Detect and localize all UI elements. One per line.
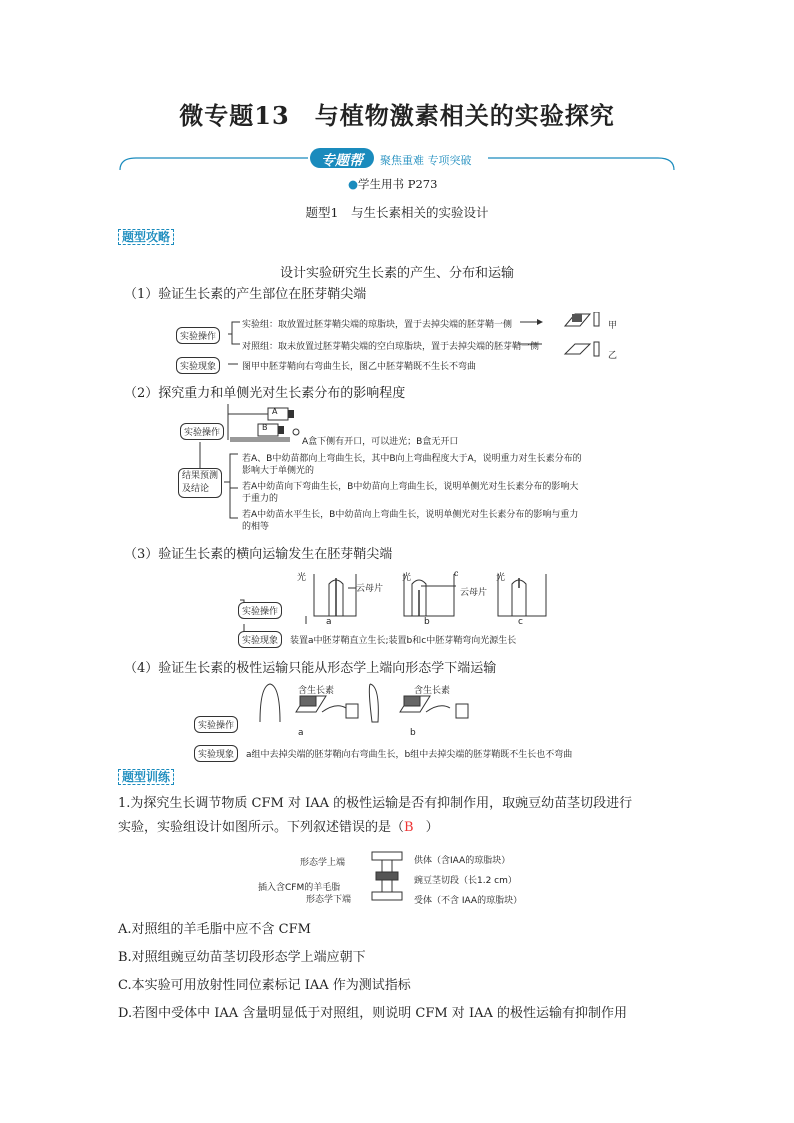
part3-light-1: 光 — [297, 573, 307, 583]
section-title: 设计实验研究生长素的产生、分布和运输 — [279, 266, 514, 281]
part1-heading: （1）验证生长素的产生部位在胚芽鞘尖端 — [124, 287, 367, 302]
part4-label-a: a — [298, 728, 304, 738]
fig-seg-label: 豌豆茎切段（长1.2 cm） — [414, 876, 517, 886]
banner-badge: 专题帮 — [321, 153, 363, 169]
part3-op-label: 实验操作 — [238, 602, 282, 619]
svg-text:c: c — [454, 569, 459, 578]
part4-auxin-2: 含生长素 — [414, 686, 451, 696]
student-book-ref: ●学生用书 P273 — [348, 177, 438, 191]
part1-yi: 乙 — [608, 351, 618, 361]
part3-mica-1: 云母片 — [356, 584, 384, 594]
part2-heading: （2）探究重力和单侧光对生长素分布的影响程度 — [124, 386, 406, 401]
option-a: A.对照组的羊毛脂中应不含 CFM — [118, 922, 311, 937]
option-d: D.若图中受体中 IAA 含量明显低于对照组，则说明 CFM 对 IAA 的极性运输有抑制作用 — [118, 1006, 627, 1021]
part3-obs-label: 实验现象 — [238, 631, 282, 648]
page-title: 微专题13 与植物激素相关的实验探究 — [179, 101, 615, 130]
fig-cfm-label: 插入含CFM的羊毛脂 — [258, 883, 341, 893]
part2-r2: 若A中幼苗向下弯曲生长，B中幼苗向上弯曲生长，说明单侧光对生长素分布的影响大 于重力的 — [242, 482, 579, 504]
type1-title: 题型1 与生长素相关的实验设计 — [305, 205, 489, 220]
part1-obs: 图甲中胚芽鞘向右弯曲生长，图乙中胚芽鞘既不生长不弯曲 — [242, 362, 477, 372]
part2-note: A盒下侧有开口，可以进光；B盒无开口 — [302, 437, 459, 447]
part2-r1: 若A、B中幼苗都向上弯曲生长，其中B向上弯曲程度大于A，说明重力对生长素分布的 影响大于单侧光的 — [242, 454, 582, 476]
part4-heading: （4）验证生长素的极性运输只能从形态学上端向形态学下端运输 — [124, 661, 497, 676]
fig-bottom-label: 形态学下端 — [306, 895, 352, 905]
question-answer: B — [404, 820, 414, 835]
part3-light-2: 光 — [402, 573, 412, 583]
part4-op-label: 实验操作 — [194, 716, 238, 733]
part3-label-a: a — [326, 617, 332, 627]
part3-label-b: b — [424, 617, 430, 627]
part3-label-c: c — [518, 617, 523, 627]
part1-jia: 甲 — [608, 321, 618, 331]
part3-heading: （3）验证生长素的横向运输发生在胚芽鞘尖端 — [124, 547, 393, 562]
tag-strategy: 题型攻略 — [118, 228, 174, 245]
part2-box-a: A — [272, 407, 278, 416]
question-figure — [364, 850, 414, 912]
part4-obs-label: 实验现象 — [194, 745, 238, 762]
bullet-icon: ● — [348, 177, 359, 191]
part4-auxin-1: 含生长素 — [298, 686, 335, 696]
part1-exp: 实验组：取放置过胚芽鞘尖端的琼脂块，置于去掉尖端的胚芽鞘一侧 — [242, 320, 513, 330]
part1-ctrl: 对照组：取未放置过胚芽鞘尖端的空白琼脂块，置于去掉尖端的胚芽鞘一侧 — [242, 342, 540, 352]
part4-label-b: b — [410, 728, 416, 738]
part2-op-label: 实验操作 — [180, 423, 224, 440]
fig-top-label: 形态学上端 — [300, 858, 346, 868]
fig-donor-label: 供体（含IAA的琼脂块） — [414, 856, 511, 866]
fig-receiver-label: 受体（不含 IAA的琼脂块） — [414, 896, 523, 906]
part1-op-label: 实验操作 — [176, 327, 220, 344]
part2-r3: 若A中幼苗水平生长，B中幼苗向上弯曲生长，说明单侧光对生长素分布的影响与重力 的相等 — [242, 510, 579, 532]
part4-obs: a组中去掉尖端的胚芽鞘向右弯曲生长，b组中去掉尖端的胚芽鞘既不生长也不弯曲 — [246, 750, 573, 760]
banner-tagline: 聚焦重难 专项突破 — [380, 154, 472, 167]
part3-mica-2: 云母片 — [460, 588, 488, 598]
option-c: C.本实验可用放射性同位素标记 IAA 作为测试指标 — [118, 978, 411, 993]
part3-obs: 装置a中胚芽鞘直立生长;装置b和c中胚芽鞘弯向光源生长 — [290, 636, 517, 646]
part3-light-3: 光 — [496, 573, 506, 583]
part2-result-label: 结果预测 及结论 — [178, 468, 222, 498]
part4-diagram — [250, 682, 490, 738]
part2-box-b: B — [262, 423, 268, 432]
option-b: B.对照组豌豆幼苗茎切段形态学上端应朝下 — [118, 950, 366, 965]
question-text: 1.为探究生长调节物质 CFM 对 IAA 的极性运输是否有抑制作用，取豌豆幼苗茎切段进行 实验，实验组设计如图所示。下列叙述错误的是（B ） — [118, 796, 633, 835]
part1-obs-label: 实验现象 — [176, 357, 220, 374]
tag-training: 题型训练 — [118, 768, 174, 785]
